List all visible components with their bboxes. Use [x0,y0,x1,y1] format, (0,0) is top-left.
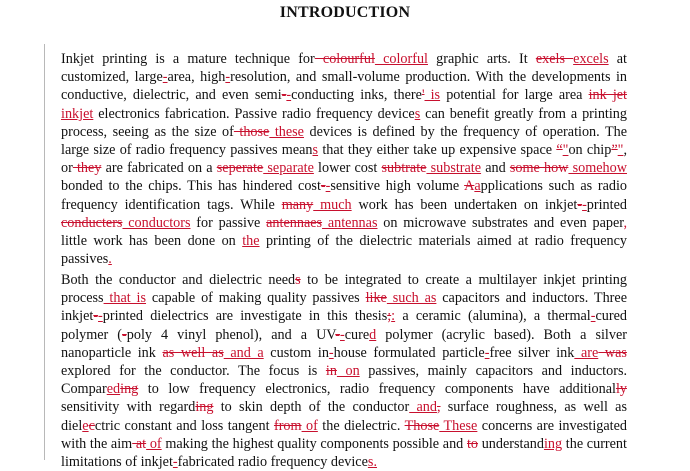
text-run: devices is defined by the frequency of operation. The large size of radio frequency passives mean [61,123,628,159]
text-run: work has been undertaken on inkjet [351,196,578,213]
text-run: on chip [568,142,612,159]
text-run: making the highest quality components possible and [161,435,467,452]
text-run: a ceramic (alumina), a thermal [395,308,591,325]
inserted-text: are [574,344,599,361]
deleted-text: colourful [314,51,375,67]
inserted-text: colorful [374,51,428,67]
text-run: resolution, and small-volume production. With the developments in conductive, dielectric, and even semi [61,69,627,104]
deleted-text: - [320,178,326,195]
deleted-text: was [598,344,627,361]
text-run: are fabricated on a [101,160,217,177]
deleted-text: to [466,435,479,452]
inserted-text: excels [573,51,609,67]
deleted-text: many [281,196,314,213]
inserted-text: . [108,251,112,268]
text-run: cured polymer ( [61,308,627,343]
deleted-text: ink jet [588,87,628,104]
text-run: can benefit greatly from a printing process, seeing as the size of [61,105,627,140]
text-run: on microwave substrates and even paper [377,214,624,231]
inserted-text: of [301,417,318,434]
paragraph-text [61,271,627,471]
text-run: printing of the dielectric materials aimed at radio frequency passives [61,233,627,268]
inserted-text: - [582,196,587,213]
text-run: passives, mainly capacitors and inductors. Compar [61,363,628,398]
deleted-text: Those [404,417,440,434]
section-heading: INTRODUCTION [279,4,411,21]
inserted-text: and a [223,344,264,361]
inserted-text: e [82,417,89,434]
deleted-text: ing [195,399,214,416]
paragraph-1 [61,50,627,268]
deleted-text: like [365,290,387,307]
deleted-text: ' [421,87,425,104]
deleted-text: in [325,363,337,380]
paragraph-2 [61,271,627,471]
text-run: capable of making quality passives [146,290,366,307]
deleted-text: subtrate [381,160,427,177]
text-run: and [481,160,510,177]
text-run: surface roughness, as well as diel [61,399,627,434]
deleted-text: , [436,399,441,416]
deleted-text: A [464,178,475,195]
text-run: to skin depth of the conductor [213,399,410,416]
inserted-text: These [439,417,478,434]
deleted-text: seperate [216,160,264,177]
text-run: the current limitations of inkjet [61,435,627,471]
inserted-text: that is [103,290,147,307]
inserted-text: conductors [122,214,191,231]
text-run: graphic arts. It [427,51,536,67]
deleted-text: they [72,160,102,177]
inserted-text: s [414,105,421,122]
text-run: electronics fabrication. Passive radio frequency device [93,105,415,122]
inserted-text: " [617,142,624,159]
inserted-text: ing [543,435,563,452]
inserted-text: - [98,308,103,325]
deleted-text: “ [556,142,563,159]
deleted-text: - [281,87,287,104]
deleted-text: those [233,123,270,140]
deleted-text: s [295,272,301,288]
text-run: lower cost [313,160,382,177]
text-run: Inkjet printing is a mature technique for [61,51,315,67]
deleted-text: antennaes [266,214,323,231]
deleted-text: - [93,308,99,325]
inserted-text: - [286,87,292,104]
text-run: printed [586,196,627,213]
deleted-text: ” [611,142,618,159]
deleted-text: from [273,417,302,434]
inserted-text: - [484,344,490,361]
inserted-text: of [146,435,162,452]
deleted-text: - [577,196,583,213]
text-run: house formulated particle [333,344,485,361]
inserted-text: " [562,142,569,159]
text-run: cure [344,326,370,343]
text-run: explored for the conductor. The focus is [61,363,326,380]
deleted-text: exels [535,51,574,67]
inserted-text: inkjet [61,105,94,122]
inserted-text: and [409,399,437,416]
inserted-text: , [623,214,627,231]
inserted-text: such as [386,290,437,307]
inserted-text: these [269,123,304,140]
deleted-text: conducters [61,214,123,231]
text-run: Both the conductor and dielectric need [61,272,296,288]
inserted-text: s [367,454,374,471]
deleted-text: - [122,326,127,343]
text-run: concerns are investigated with the aim [61,417,627,452]
deleted-text: some how [509,160,569,177]
text-run: understand [478,435,544,452]
paragraph-text [61,50,627,268]
inserted-text: . [373,454,377,471]
inserted-text: d [369,326,377,343]
inserted-text: - [340,326,345,343]
text-run: capacitors and inductors. Three inkjet [61,290,627,325]
deleted-text: at [132,435,147,452]
text-run: printed dielectrics are investigate in this thesis [102,308,388,325]
text-run: fabricated radio frequency device [177,454,368,471]
text-run: conducting inks, there [291,87,422,104]
text-run: , or [61,142,627,177]
deleted-text: c [88,417,95,434]
text-run: to be integrated to create a multilayer inkjet printing process [61,272,627,307]
text-run: custom in [263,344,329,361]
inserted-text: - [328,344,334,361]
inserted-text: separate [263,160,314,177]
inserted-text: ed [106,381,121,398]
deleted-text: - [335,326,340,343]
inserted-text: antennas [322,214,378,231]
deleted-text: ly [615,381,627,398]
text-run: for passive [190,214,267,231]
inserted-text: much [313,196,352,213]
inserted-text: - [325,178,331,195]
inserted-text: s [312,142,319,159]
deleted-text: ing [120,381,139,398]
text-run: the dielectric. [317,417,405,434]
text-run: sensitive high volume [330,178,465,195]
text-run: that they either take up expensive space [318,142,557,159]
inserted-text: : [391,308,396,325]
inserted-text: substrate [426,160,482,177]
text-run: poly 4 vinyl phenol), and a UV [126,326,336,343]
inserted-text: - [172,454,178,471]
inserted-text: a [474,178,481,195]
text-run: potential for large area [440,87,589,104]
text-run: bonded to the chips. This has hindered cost [61,178,321,195]
inserted-text: is [424,87,441,104]
inserted-text: the [242,233,260,250]
change-bar [44,44,45,460]
deleted-text: ; [387,308,392,325]
inserted-text: somehow [568,160,627,177]
text-run: ctric constant and loss tangent [94,417,274,434]
text-run: polymer (acrylic based). Both a silver nanoparticle ink [61,326,627,361]
text-run: to low frequency electronics, radio frequency components have additional [138,381,616,398]
inserted-text: - [225,69,231,86]
text-run: pplications such as radio frequency identification tags. While [61,178,627,213]
inserted-text: - [590,308,596,325]
text-run: free silver ink [489,344,575,361]
inserted-text: - [162,69,168,86]
deleted-text: as well as [162,344,224,361]
text-run: little work has been done on [61,233,243,250]
inserted-text: on [336,363,360,380]
text-run: sensitivity with regard [61,399,196,416]
text-run: at customized, large [61,51,627,86]
text-run: area, high [167,69,226,86]
